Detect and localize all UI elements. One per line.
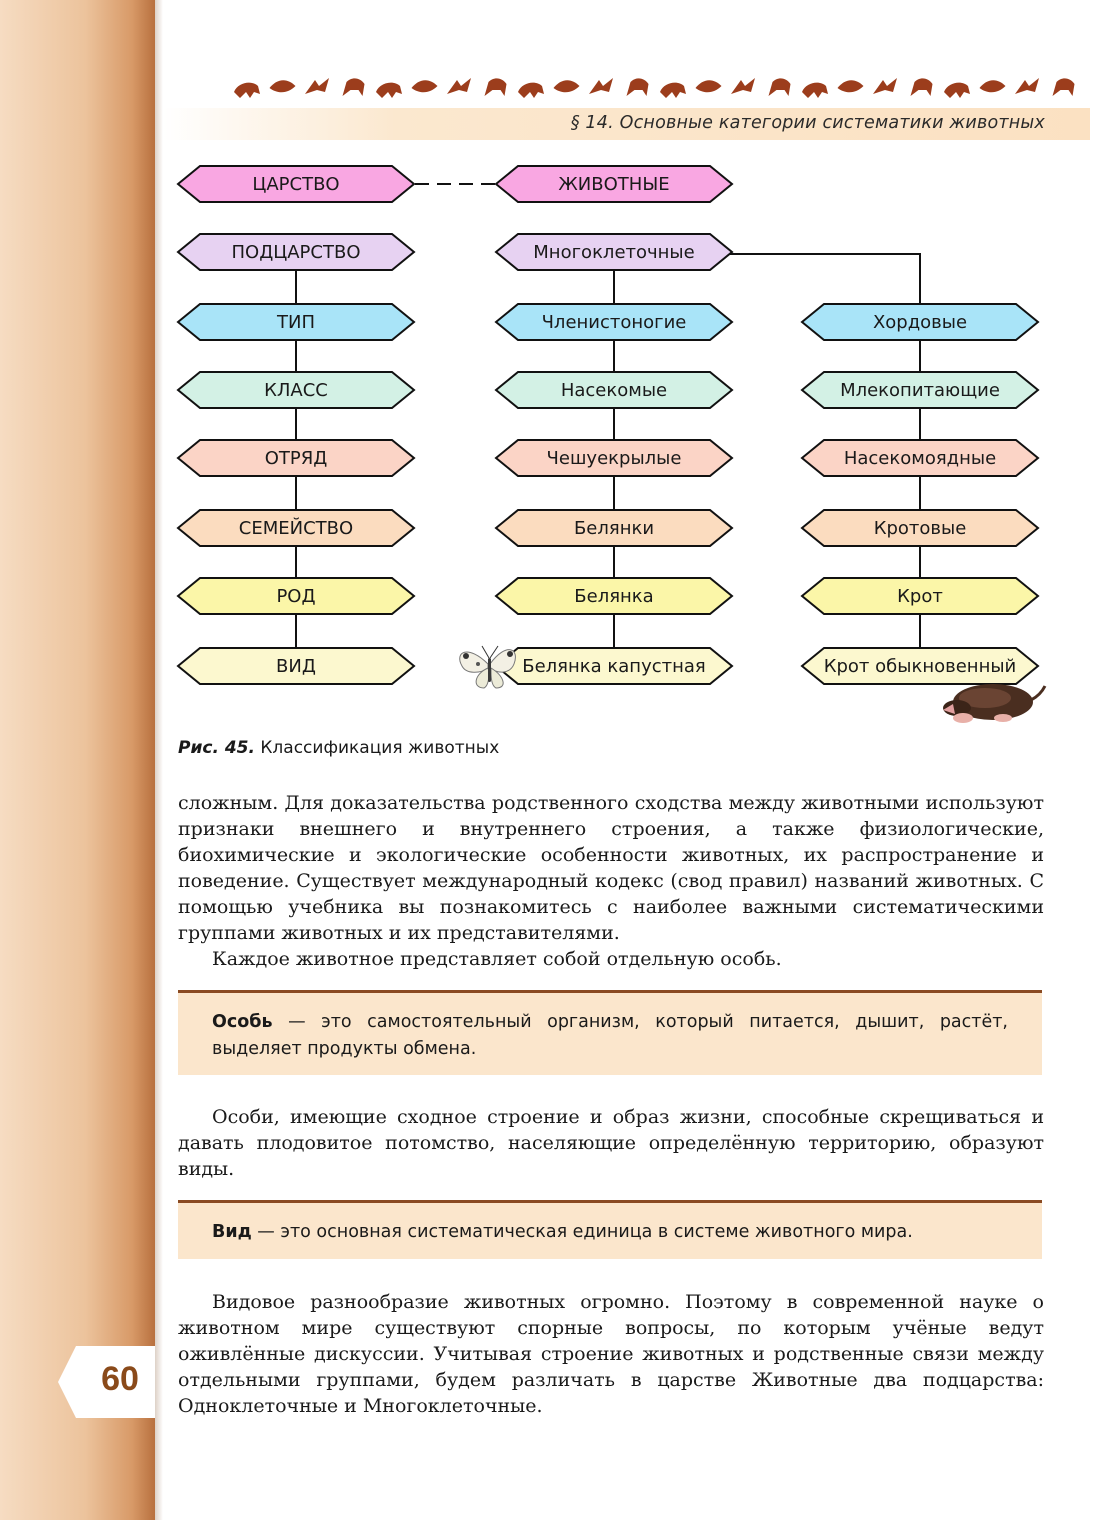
animal-silhouettes-icon <box>228 68 1090 106</box>
rank-hex-label: СЕМЕЙСТВО <box>238 518 354 539</box>
animal-silhouette <box>554 80 580 92</box>
taxon-hex-label: Белянка капустная <box>522 656 706 677</box>
taxon-hex-label: Хордовые <box>872 312 968 333</box>
figure-caption-text: Классификация животных <box>254 738 500 758</box>
figure-caption <box>178 738 499 758</box>
figure-label: Рис. 45. <box>178 738 255 758</box>
subkingdom-hex-label: Многоклеточные <box>533 242 695 263</box>
taxon-hex <box>496 578 732 614</box>
rank-hex <box>178 304 414 340</box>
classification-diagram <box>170 150 1070 730</box>
definition-term: Вид <box>212 1222 252 1242</box>
page-number: 60 <box>101 1360 139 1398</box>
taxon-hex <box>496 372 732 408</box>
definition-species: Вид — это основная систематическая единица в системе животного мира. <box>212 1222 913 1242</box>
animal-silhouette <box>1053 78 1075 96</box>
rank-hex <box>178 440 414 476</box>
subkingdom-hex <box>496 234 732 270</box>
section-header <box>163 108 1090 140</box>
rank-hex-label: РОД <box>276 586 316 607</box>
taxon-hex <box>802 578 1038 614</box>
animal-silhouette <box>911 78 933 96</box>
taxon-hex-label: Белянка <box>574 586 654 607</box>
animal-silhouette <box>270 80 296 92</box>
taxon-hex-label: Насекомоядные <box>843 448 997 469</box>
animal-silhouette <box>731 78 755 94</box>
taxon-hex-label: Чешуекрылые <box>546 448 682 469</box>
body-paragraph-2: Каждое животное представляет собой отдельную особь. <box>212 948 782 970</box>
taxon-hex <box>496 648 732 684</box>
taxon-hex <box>802 372 1038 408</box>
body-paragraph-1: сложным. Для доказательства родственного сходства между животными используют признаки внешнего и внутреннего строения, а также физиологические, биохимические и экологические особенности животных, их распространение и поведение. Существует международный кодекс (свод правил) названий животных. С помощью учебника вы познакомитесь с наиболее важными систематическими группами животных и их представителями. Каждое животное представляет собой отдельную особь. <box>178 792 1044 970</box>
animal-silhouette <box>696 80 722 92</box>
animal-silhouette <box>802 83 828 98</box>
rank-hex <box>178 234 414 270</box>
butterfly-icon <box>460 646 516 688</box>
animal-silhouette <box>376 83 402 98</box>
taxon-hex-label: Крот <box>897 586 943 607</box>
taxon-hex-label: Крот обыкновенный <box>823 656 1017 677</box>
section-title: § 14. Основные категории систематики животных <box>570 113 1045 133</box>
animal-silhouette <box>343 78 365 96</box>
taxon-hex <box>802 440 1038 476</box>
taxon-hex-label: Кротовые <box>873 518 967 539</box>
animal-silhouette <box>305 78 329 94</box>
taxon-hex-label: Насекомые <box>560 380 668 401</box>
animal-silhouette <box>944 83 970 98</box>
taxon-hex-label: Белянки <box>573 518 655 539</box>
taxon-hex <box>496 440 732 476</box>
taxon-hex-label: Членистоногие <box>541 312 687 333</box>
rank-hex-label: ЦАРСТВО <box>252 174 340 195</box>
taxon-hex <box>802 510 1038 546</box>
animal-silhouette <box>234 83 260 98</box>
animal-silhouette <box>412 80 438 92</box>
rank-hex <box>178 510 414 546</box>
page-margin-strip <box>0 0 155 1520</box>
animal-silhouette <box>769 78 791 96</box>
kingdom-hex <box>496 166 732 202</box>
rank-hex-label: КЛАСС <box>264 380 328 401</box>
taxon-hex <box>496 510 732 546</box>
rank-hex <box>178 578 414 614</box>
animal-silhouette <box>518 83 544 98</box>
rank-hex <box>178 648 414 684</box>
animal-silhouette <box>873 78 897 94</box>
definition-box-individual <box>178 990 1042 1075</box>
rank-hex-label: ВИД <box>276 656 316 677</box>
mole-icon <box>943 684 1045 723</box>
rank-hex-label: ОТРЯД <box>264 448 328 469</box>
animal-silhouette <box>447 78 471 94</box>
rank-hex <box>178 166 414 202</box>
margin-shadow <box>155 0 163 1520</box>
animal-silhouette <box>660 83 686 98</box>
animal-silhouette <box>838 80 864 92</box>
animal-silhouette <box>980 80 1006 92</box>
taxon-hex <box>802 648 1038 684</box>
kingdom-hex-label: ЖИВОТНЫЕ <box>558 174 670 195</box>
taxon-hex <box>802 304 1038 340</box>
animal-silhouette <box>627 78 649 96</box>
body-paragraph-3: Особи, имеющие сходное строение и образ жизни, способные скрещиваться и давать плодовитое потомство, населяющие определённую территорию, образуют виды. <box>178 1106 1044 1180</box>
rank-hex <box>178 372 414 408</box>
body-paragraph-4: Видовое разнообразие животных огромно. Поэтому в современной науке о животном мире существуют спорные вопросы, по которым учёные ведут оживлённые дискуссии. Учитывая строение животных и родственные связи между отдельными группами, будем различать в царстве Животные два подцарства: Одноклеточные и Многоклеточные. <box>178 1291 1044 1417</box>
definition-term: Особь <box>212 1012 273 1032</box>
animal-silhouette <box>589 78 613 94</box>
taxon-hex-label: Млекопитающие <box>840 380 1000 401</box>
taxon-hex <box>496 304 732 340</box>
definition-individual: Особь — это самостоятельный организм, который питается, дышит, растёт, выделяет продукты обмена. <box>212 1012 1008 1059</box>
definition-box-species <box>178 1200 1042 1259</box>
animal-silhouette <box>1015 78 1039 94</box>
rank-hex-label: ТИП <box>277 312 315 333</box>
rank-hex-label: ПОДЦАРСТВО <box>231 242 361 263</box>
animal-silhouette <box>485 78 507 96</box>
